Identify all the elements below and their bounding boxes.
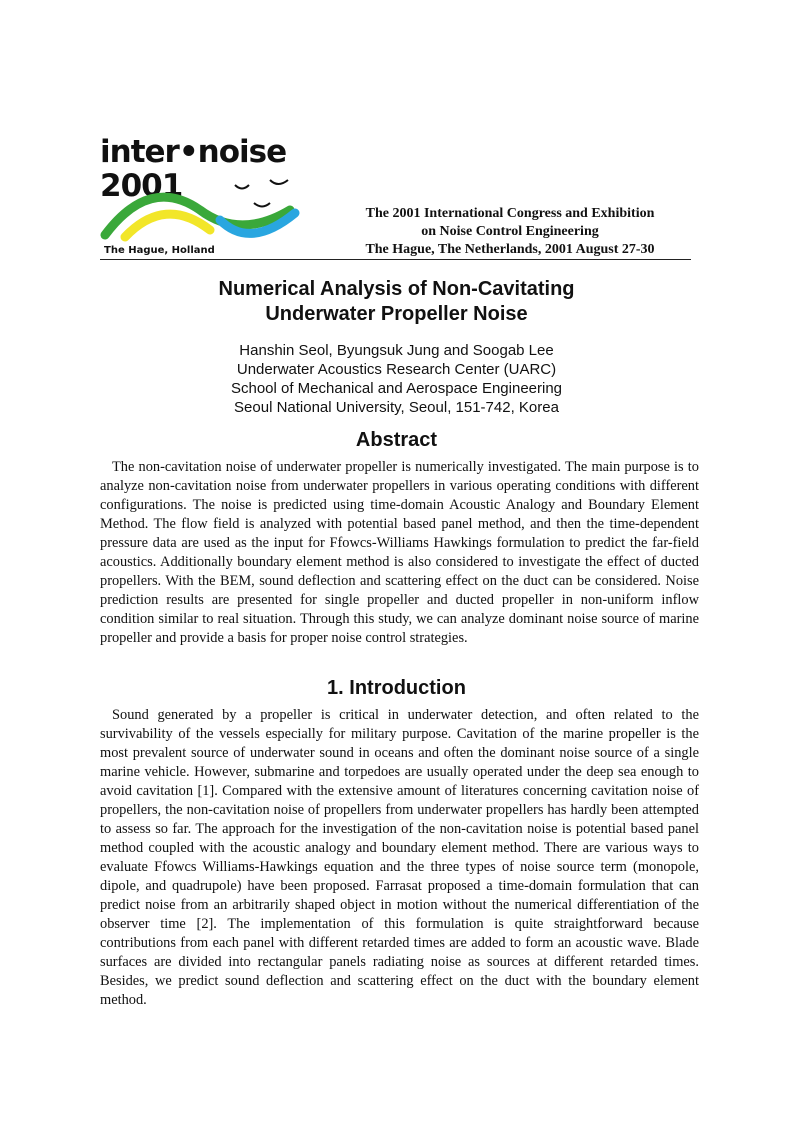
- header-rule: [100, 259, 691, 260]
- abstract-heading: Abstract: [355, 429, 438, 451]
- conference-logo: [100, 135, 340, 265]
- affiliation-1: Underwater Acoustics Research Center (UARC): [236, 361, 557, 378]
- title-line-1: Numerical Analysis of Non-Cavitating: [218, 278, 575, 300]
- conference-line-2: on Noise Control Engineering: [421, 224, 599, 239]
- paper-title: [100, 277, 693, 327]
- author-block: [100, 341, 693, 417]
- conference-line-3: The Hague, The Netherlands, 2001 August 27-30: [365, 242, 655, 257]
- logo-location: The Hague, Holland: [104, 245, 215, 256]
- introduction-text: Sound generated by a propeller is critical in underwater detection, and often related to the survivability of the vessels especially for military purpose. Cavitation of the marine propeller is the most prevalent source of underwater sound in oceans and often the dominant noise source of a single marine vehicle. However, submarine and torpedoes are usually operated under the deep sea enough to avoid cavitation [1]. Compared with the extensive amount of literatures concerning cavitation noise of propellers, the non-cavitation noise of propellers from underwater propellers has hardly been attempted to assess so far. The approach for the investigation of the non-cavitation noise is potential based panel method coupled with the acoustic analogy and boundary element method. There are various ways to evaluate Ffowcs Williams-Hawkings equation and the three types of noise source term (monopole, dipole, and quadrupole) have been proposed. Farrasat proposed a time-domain formulation that can predict noise from an arbitrarily shaped object in motion without the numerical differentiation of the observer time [2]. The implementation of this formulation is quite straightforward because contributions from each panel with different retarded times are added to form an acoustic wave. Blade surfaces are divided into rectangular panels radiating noise as sources at different retarded times. Besides, we predict sound deflection and scattering effect on the duct with the boundary element method.: [100, 707, 699, 1008]
- introduction-body: [100, 706, 699, 1010]
- conference-info: [330, 205, 690, 259]
- abstract-body: [100, 458, 699, 648]
- introduction-heading: 1. Introduction: [327, 677, 466, 699]
- abstract-text: The non-cavitation noise of underwater propeller is numerically investigated. The main purpose is to analyze non-cavitation noise from underwater propellers in various operating conditions with different configurations. The noise is predicted using time-domain Acoustic Analogy and Boundary Element Method. The flow field is analyzed with potential based panel method, and then the time-dependent pressure data are used as the input for Ffowcs-Williams Hawkings formulation to predict the far-field acoustics. Additionally boundary element method is also considered to investigate the effect of ducted propellers. With the BEM, sound deflection and scattering effect on the duct can be considered. Noise prediction results are presented for single propeller and ducted propeller in non-uniform inflow condition similar to real situation. Through this study, we can analyze dominant noise source of marine propeller and provide a basis for proper noise control strategies.: [100, 459, 699, 646]
- title-line-2: Underwater Propeller Noise: [265, 303, 528, 325]
- conference-line-1: The 2001 International Congress and Exhibition: [365, 206, 655, 221]
- logo-title: inter•noise 2001: [100, 134, 287, 204]
- logo-waves-graphic: [100, 175, 340, 255]
- authors: Hanshin Seol, Byungsuk Jung and Soogab Lee: [239, 342, 554, 359]
- affiliation-3: Seoul National University, Seoul, 151-742, Korea: [234, 399, 559, 416]
- affiliation-2: School of Mechanical and Aerospace Engineering: [230, 380, 563, 397]
